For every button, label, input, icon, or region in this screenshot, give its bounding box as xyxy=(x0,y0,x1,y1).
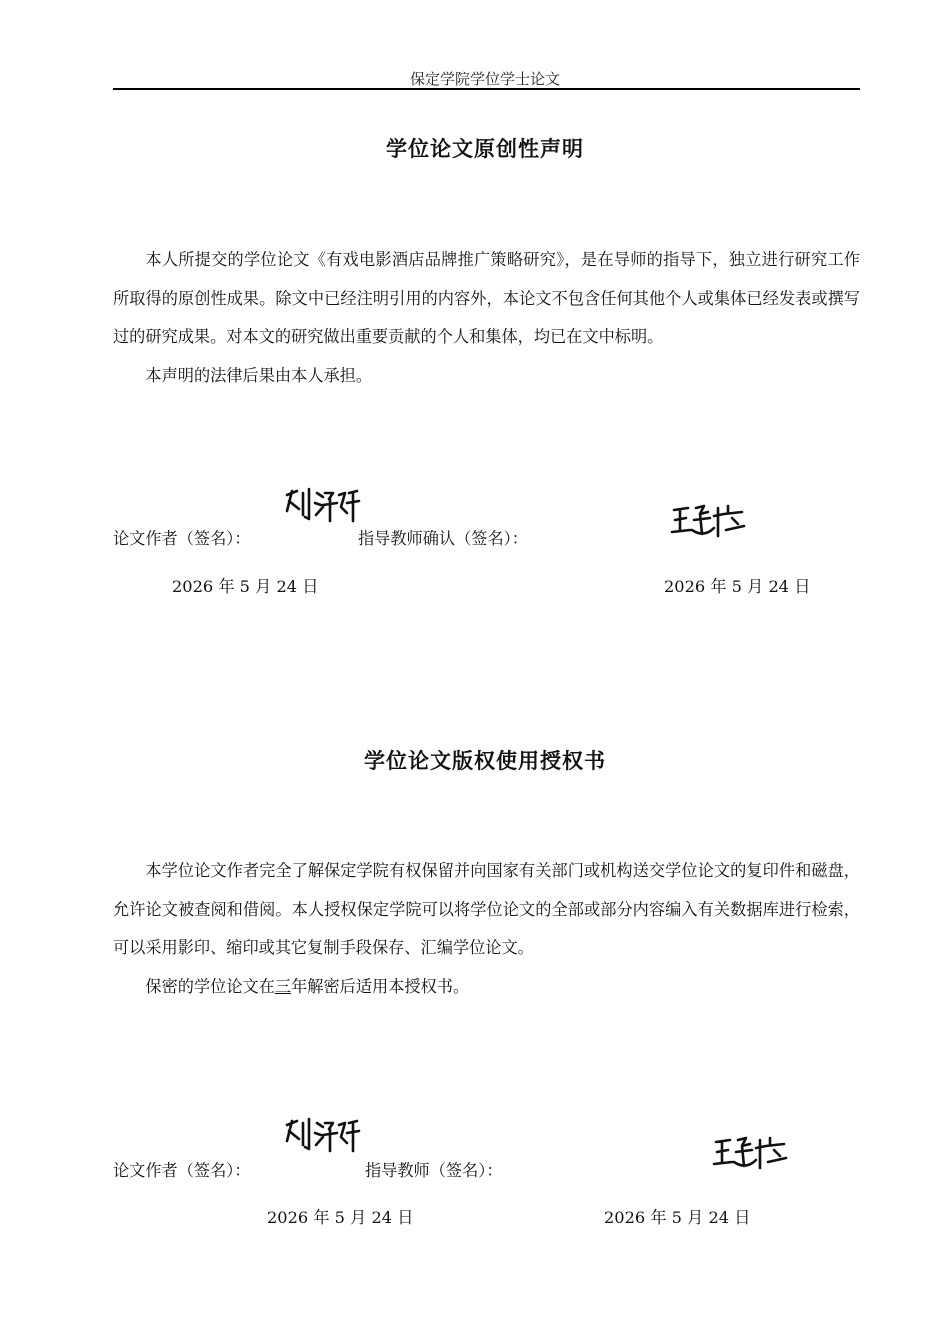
secrecy-paragraph xyxy=(113,968,860,1007)
declaration-paragraph-1: 本人所提交的学位论文《有戏电影酒店品牌推广策略研究》，是在导师的指导下，独立进行研究工作所取得的原创性成果。除文中已经注明引用的内容外，本论文不包含任何其他个人或集体已经发表或撰写过的研究成果。对本文的研究做出重要贡献的个人和集体，均已在文中标明。 xyxy=(113,250,860,346)
declaration-advisor-signature xyxy=(670,500,750,540)
declaration-paragraph-2: 本声明的法律后果由本人承担。 xyxy=(145,365,373,385)
authorization-body xyxy=(113,852,860,1006)
declaration-author-date: 2026 年 5 月 24 日 xyxy=(172,577,319,596)
declaration-title: 学位论文原创性声明 xyxy=(386,137,584,161)
page-header: 保定学院学位学士论文 xyxy=(409,70,560,88)
declaration-author-label: 论文作者（签名）： xyxy=(113,529,251,548)
declaration-advisor-label: 指导教师确认（签名）： xyxy=(358,529,528,548)
header-rule xyxy=(113,88,860,90)
authorization-author-signature xyxy=(283,1115,363,1155)
authorization-title: 学位论文版权使用授权书 xyxy=(364,749,606,773)
secrecy-years: 三 xyxy=(274,976,292,996)
secrecy-text-after: 年解密后适用本授权书。 xyxy=(291,976,470,996)
declaration-advisor-date: 2026 年 5 月 24 日 xyxy=(664,577,811,596)
declaration-body xyxy=(113,241,860,395)
authorization-advisor-signature xyxy=(712,1132,792,1172)
secrecy-text-before: 保密的学位论文在 xyxy=(145,976,275,996)
authorization-author-label: 论文作者（签名）： xyxy=(113,1161,251,1180)
authorization-advisor-label: 指导教师（签名）： xyxy=(365,1161,503,1180)
authorization-paragraph-1: 本学位论文作者完全了解保定学院有权保留并向国家有关部门或机构送交学位论文的复印件和磁盘，允许论文被查阅和借阅。本人授权保定学院可以将学位论文的全部或部分内容编入有关数据库进行检索，可以采用影印、缩印或其它复制手段保存、汇编学位论文。 xyxy=(113,861,860,957)
authorization-author-date: 2026 年 5 月 24 日 xyxy=(267,1208,414,1227)
authorization-advisor-date: 2026 年 5 月 24 日 xyxy=(604,1208,751,1227)
declaration-author-signature xyxy=(283,485,363,525)
